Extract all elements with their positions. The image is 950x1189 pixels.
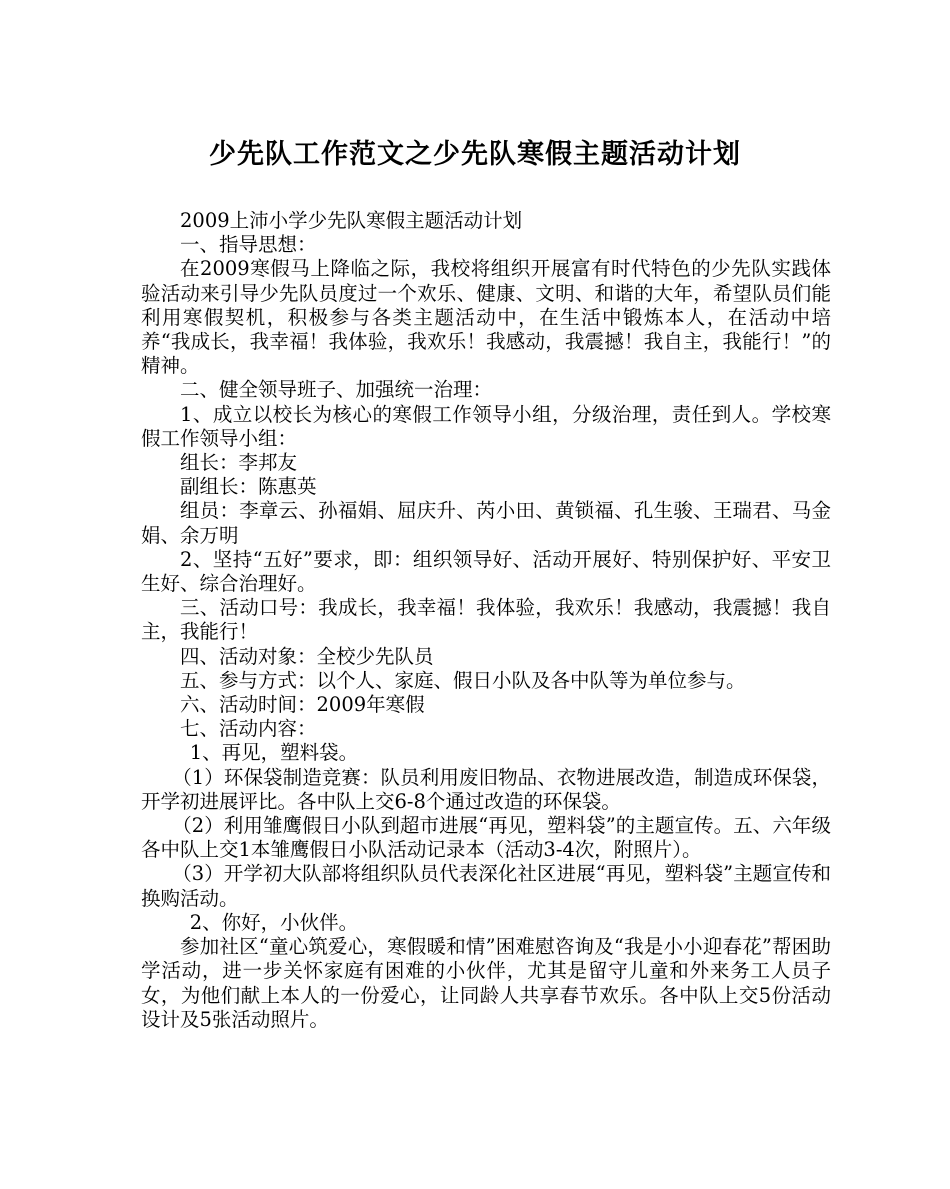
section-heading: 一、指导思想：	[180, 233, 317, 257]
section-heading: 二、健全领导班子、加强统一治理：	[180, 378, 493, 402]
section-heading: 四、活动对象：全校少先队员	[180, 644, 434, 668]
document-body	[141, 209, 831, 1032]
paragraph: 在2009寒假马上降临之际，我校将组织开展富有时代特色的少先队实践体验活动来引导少先队员度过一个欢乐、健康、文明、和谐的大年，希望队员们能利用寒假契机，积极参与各类主题活动中，在生活中锻炼本人，在活动中培养“我成长，我幸福！我体验，我欢乐！我感动，我震撼！我自主，我能行！”的精神。	[141, 257, 831, 378]
paragraph: （3）开学初大队部将组织队员代表深化社区进展“再见，塑料袋”主题宣传和换购活动。	[141, 862, 831, 910]
paragraph: 2、坚持“五好”要求，即：组织领导好、活动开展好、特别保护好、平安卫生好、综合治理好。	[141, 547, 831, 596]
section-heading: 七、活动内容：	[180, 717, 317, 741]
plan-heading: 2009上沛小学少先队寒假主题活动计划	[180, 209, 523, 232]
paragraph: （2）利用雏鹰假日小队到超市进展“再见，塑料袋”的主题宣传。五、六年级各中队上交1本雏鹰假日小队活动记录本（活动3-4次，附照片）。	[141, 814, 831, 862]
section-heading: 五、参与方式：以个人、家庭、假日小队及各中队等为单位参与。	[180, 668, 746, 692]
paragraph: （1）环保袋制造竞赛：队员利用废旧物品、衣物进展改造，制造成环保袋，开学初进展评比。各中队上交6-8个通过改造的环保袋。	[141, 765, 831, 813]
paragraph: 组员：李章云、孙福娟、屈庆升、芮小田、黄锁福、孔生骏、王瑞君、马金娟、余万明	[141, 499, 831, 547]
document-title: 少先队工作范文之少先队寒假主题活动计划	[209, 139, 741, 170]
section-heading: 六、活动时间：2009年寒假	[180, 693, 425, 717]
paragraph: 参加社区“童心筑爱心，寒假暖和情”困难慰咨询及“我是小小迎春花”帮困助学活动，进一步关怀家庭有困难的小伙伴，尤其是留守儿童和外来务工人员子女，为他们献上本人的一份爱心，让同龄人共享春节欢乐。各中队上交5份活动设计及5张活动照片。	[141, 935, 831, 1031]
subsection-heading: 2、你好，小伙伴。	[189, 910, 359, 934]
paragraph: 副组长：陈惠英	[180, 475, 317, 499]
paragraph: 1、成立以校长为核心的寒假工作领导小组，分级治理，责任到人。学校寒假工作领导小组：	[141, 402, 831, 450]
subsection-heading: 1、再见，塑料袋。	[189, 741, 359, 765]
paragraph: 组长：李邦友	[180, 451, 298, 475]
section-heading: 三、活动口号：我成长，我幸福！我体验，我欢乐！我感动，我震撼！我自主，我能行！	[141, 596, 831, 644]
